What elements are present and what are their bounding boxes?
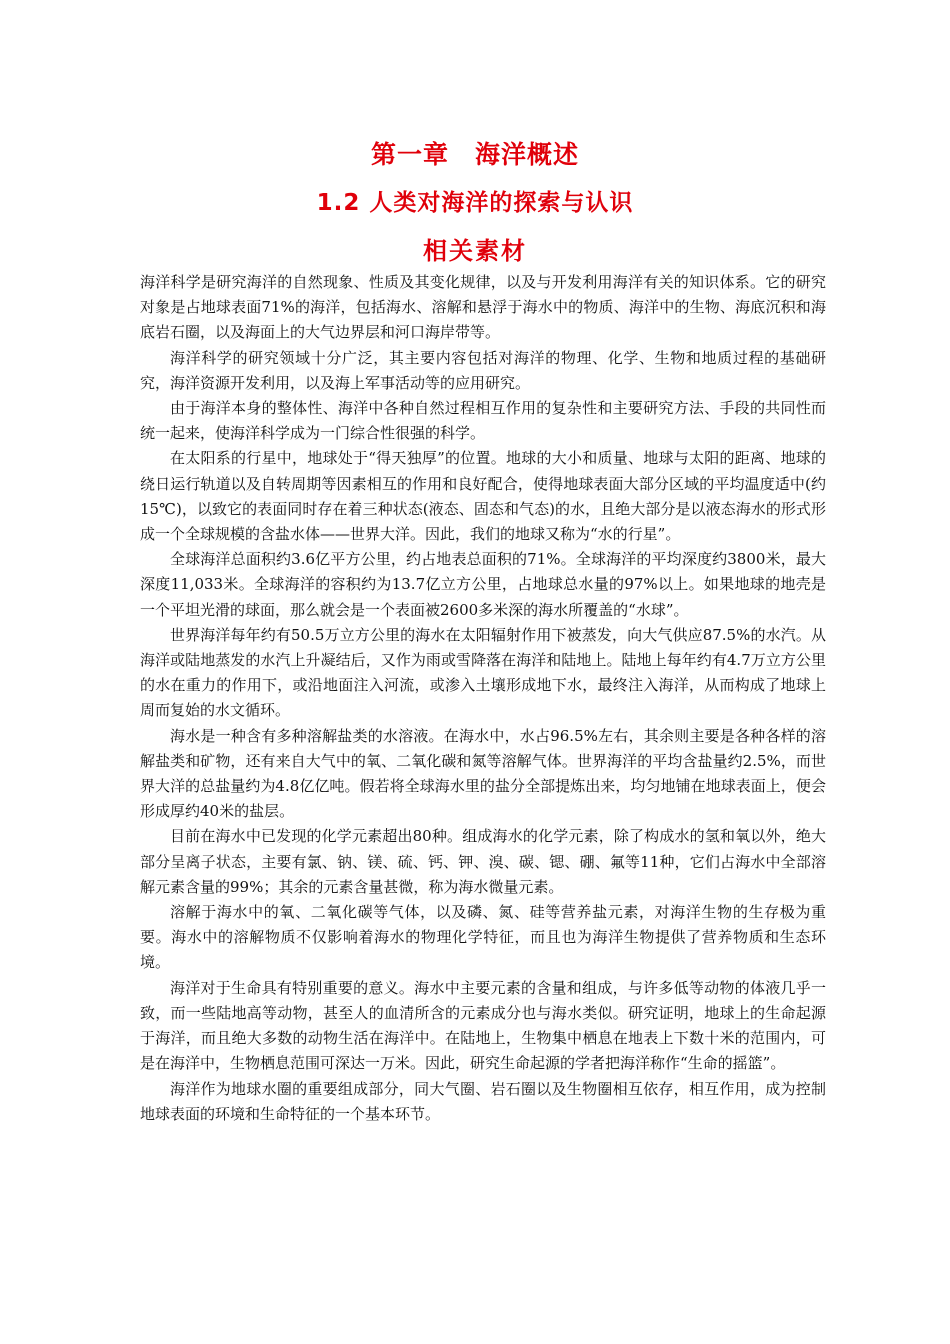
paragraph: 溶解于海水中的氧、二氧化碳等气体，以及磷、氮、硅等营养盐元素，对海洋生物的生存极为重要。海水中的溶解物质不仅影响着海水的物理化学特征，而且也为海洋生物提供了营养物质和生态环境。 — [140, 903, 826, 972]
paragraph: 海洋作为地球水圈的重要组成部分，同大气圈、岩石圈以及生物圈相互依存，相互作用，成为控制地球表面的环境和生命特征的一个基本环节。 — [140, 1079, 826, 1123]
paragraph: 海洋科学是研究海洋的自然现象、性质及其变化规律，以及与开发利用海洋有关的知识体系。它的研究对象是占地球表面71%的海洋，包括海水、溶解和悬浮于海水中的物质、海洋中的生物、海底沉积和海底岩石圈，以及海面上的大气边界层和河口海岸带等。 — [140, 273, 826, 342]
paragraph: 由于海洋本身的整体性、海洋中各种自然过程相互作用的复杂性和主要研究方法、手段的共同性而统一起来，使海洋科学成为一门综合性很强的科学。 — [140, 399, 826, 443]
section-title: 1.2 人类对海洋的探索与认识 — [316, 190, 634, 216]
subtitle: 相关素材 — [423, 237, 527, 265]
paragraph: 海水是一种含有多种溶解盐类的水溶液。在海水中，水占96.5%左右，其余则主要是各种各样的溶解盐类和矿物，还有来自大气中的氧、二氧化碳和氮等溶解气体。世界海洋的平均含盐量约2.5%，而世界大洋的总盐量约为4.8亿亿吨。假若将全球海水里的盐分全部提炼出来，均匀地铺在地球表面上，便会形成厚约40米的盐层。 — [140, 726, 826, 821]
chapter-title: 第一章 海洋概述 — [370, 140, 579, 169]
paragraph: 海洋对于生命具有特别重要的意义。海水中主要元素的含量和组成，与许多低等动物的体液几乎一致，而一些陆地高等动物，甚至人的血清所含的元素成分也与海水类似。研究证明，地球上的生命起源于海洋，而且绝大多数的动物生活在海洋中。在陆地上，生物集中栖息在地表上下数十米的范围内，可是在海洋中，生物栖息范围可深达一万米。因此，研究生命起源的学者把海洋称作“生命的摇篮”。 — [140, 978, 826, 1073]
paragraph: 在太阳系的行星中，地球处于“得天独厚”的位置。地球的大小和质量、地球与太阳的距离、地球的绕日运行轨道以及自转周期等因素相互的作用和良好配合，使得地球表面大部分区域的平均温度适中(约15℃)，以致它的表面同时存在着三种状态(液态、固态和气态)的水，且绝大部分是以液态海水的形式形成一个全球规模的含盐水体——世界大洋。因此，我们的地球又称为“水的行星”。 — [140, 449, 826, 544]
body-text — [140, 270, 826, 1127]
paragraph: 世界海洋每年约有50.5万立方公里的海水在太阳辐射作用下被蒸发，向大气供应87.5%的水汽。从海洋或陆地蒸发的水汽上升凝结后，又作为雨或雪降落在海洋和陆地上。陆地上每年约有4.7万立方公里的水在重力的作用下，或沿地面注入河流，或渗入土壤形成地下水，最终注入海洋，从而构成了地球上周而复始的水文循环。 — [140, 625, 826, 720]
paragraph: 全球海洋总面积约3.6亿平方公里，约占地表总面积的71%。全球海洋的平均深度约3800米，最大深度11,033米。全球海洋的容积约为13.7亿立方公里，占地球总水量的97%以上。如果地球的地壳是一个平坦光滑的球面，那么就会是一个表面被2600多米深的海水所覆盖的“水球”。 — [140, 550, 826, 619]
paragraph: 海洋科学的研究领域十分广泛，其主要内容包括对海洋的物理、化学、生物和地质过程的基础研究，海洋资源开发利用，以及海上军事活动等的应用研究。 — [140, 348, 826, 392]
paragraph: 目前在海水中已发现的化学元素超出80种。组成海水的化学元素，除了构成水的氢和氧以外，绝大部分呈离子状态，主要有氯、钠、镁、硫、钙、钾、溴、碳、锶、硼、氟等11种，它们占海水中全部溶解元素含量的99%；其余的元素含量甚微，称为海水微量元素。 — [140, 827, 826, 896]
